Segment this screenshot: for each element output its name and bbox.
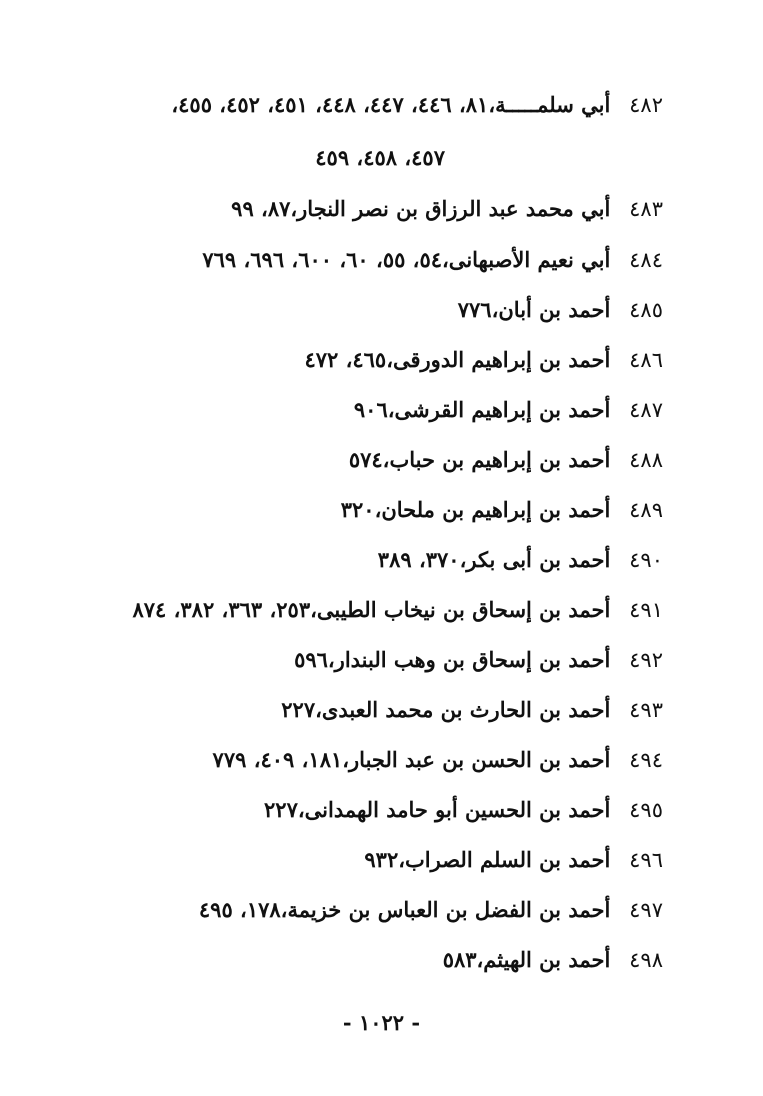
entry-number: ٤٨٤: [629, 248, 663, 272]
index-entry-483: [231, 192, 663, 226]
entry-number: ٤٨٥: [629, 298, 663, 322]
entry-text: أحمد بن أبان،٧٧٦: [457, 297, 611, 322]
index-entry-494: [213, 743, 663, 777]
entry-number: ٤٩٣: [629, 698, 663, 722]
entry-number: ٤٩٢: [629, 648, 663, 672]
index-entry-486: [304, 343, 663, 377]
index-entry-490: [378, 543, 663, 577]
index-entry-485: [458, 293, 663, 327]
index-entry-488: [349, 443, 663, 477]
entry-number: ٤٩٥: [629, 798, 663, 822]
entry-number: ٤٨٦: [629, 348, 663, 372]
entry-text: أبي نعيم الأصبهانى،٥٤، ٥٥، ٦٠، ٦٠٠، ٦٩٦، ٧٦٩: [202, 247, 611, 272]
entry-text: أحمد بن الحسين أبو حامد الهمدانى،٢٢٧: [264, 797, 611, 822]
entry-text: أحمد بن إبراهيم القرشى،٩٠٦: [353, 397, 611, 422]
index-entry-482-continuation: [315, 141, 445, 175]
index-entry-482: [171, 88, 663, 122]
index-entry-495: [264, 793, 663, 827]
entry-number: ٤٩٧: [629, 898, 663, 922]
entry-number: ٤٨٢: [629, 93, 663, 117]
entry-number: ٤٩١: [629, 598, 663, 622]
index-entry-493: [281, 693, 663, 727]
entry-text: أحمد بن إسحاق بن نيخاب الطيبى،٢٥٣، ٣٦٣، ٣٨٢، ٨٧٤: [132, 597, 611, 622]
entry-text: أحمد بن الحسن بن عبد الجبار،١٨١، ٤٠٩، ٧٧٩: [212, 747, 611, 772]
entry-text: أحمد بن الحارث بن محمد العبدى،٢٢٧: [281, 697, 611, 722]
entry-number: ٤٨٩: [629, 498, 663, 522]
entry-number: ٤٨٣: [629, 197, 663, 221]
entry-text: أحمد بن إبراهيم بن ملحان،٣٢٠: [340, 497, 611, 522]
entry-text: أحمد بن أبى بكر،٣٧٠، ٣٨٩: [377, 547, 611, 572]
entry-number: ٤٩٦: [629, 848, 663, 872]
index-entry-496: [364, 843, 663, 877]
index-entry-498: [443, 943, 663, 977]
index-entry-489: [341, 493, 663, 527]
entry-text: أحمد بن إبراهيم الدورقى،٤٦٥، ٤٧٢: [304, 347, 611, 372]
index-entry-492: [294, 643, 663, 677]
entry-text: أبي محمد عبد الرزاق بن نصر النجار،٨٧، ٩٩: [231, 196, 611, 221]
index-entry-487: [354, 393, 663, 427]
entry-text: أحمد بن إسحاق بن وهب البندار،٥٩٦: [294, 647, 611, 672]
entry-text: أبي سلمـــــة،٨١، ٤٤٦، ٤٤٧، ٤٤٨، ٤٥١، ٤٥٢، ٤٥٥،: [171, 92, 611, 117]
entry-text: أحمد بن السلم الصراب،٩٣٢: [364, 847, 611, 872]
entry-number: ٤٩٨: [629, 948, 663, 972]
entry-number: ٤٩٤: [629, 748, 663, 772]
page-number: - ١٠٢٢ -: [342, 1010, 421, 1035]
entry-text: أحمد بن الهيثم،٥٨٣: [442, 947, 611, 972]
entry-number: ٤٨٨: [629, 448, 663, 472]
entry-number: ٤٩٠: [629, 548, 663, 572]
index-entry-497: [199, 893, 663, 927]
entry-text: أحمد بن إبراهيم بن حباب،٥٧٤: [348, 447, 611, 472]
entry-text: ٤٥٧، ٤٥٨، ٤٥٩: [315, 145, 445, 170]
index-entry-491: [132, 593, 663, 627]
entry-number: ٤٨٧: [629, 398, 663, 422]
entry-text: أحمد بن الفضل بن العباس بن خزيمة،١٧٨، ٤٩٥: [198, 897, 611, 922]
index-entry-484: [202, 243, 663, 277]
